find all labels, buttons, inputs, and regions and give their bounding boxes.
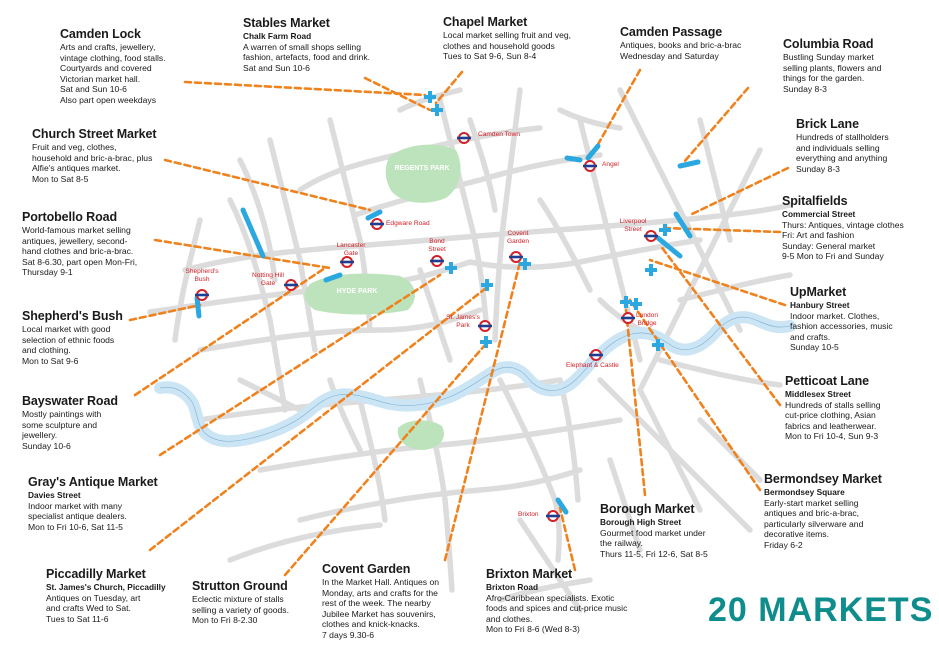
market-desc-line: selection of ethnic foods [22,334,115,345]
market-desc-line: Mon to Fri 8-6 (Wed 8-3) [486,624,580,635]
market-desc-line: and crafts. [790,331,831,342]
market-name: Portobello Road [22,210,118,224]
market-desc-line: particularly silverware and [764,518,864,529]
station-label: Brixton [518,511,539,518]
station-label: Lancaster Gate [336,242,366,257]
market-spitalfields [782,194,904,262]
market-desc-line: In the Market Hall. Antiques on [322,577,440,587]
market-name: Petticoat Lane [785,374,870,388]
market-desc-line: Monday, arts and crafts for the [322,587,438,598]
market-piccadilly [46,567,166,624]
market-desc-line: Mostly paintings with [22,409,102,419]
market-desc-line: Jubilee Market has souvenirs, [322,608,436,619]
market-street: Borough High Street [600,517,682,527]
market-desc-line: cut-price clothing, Asian [785,410,876,421]
market-desc-line: Sunday 10-6 [22,440,71,451]
station-label: London Bridge [635,312,658,327]
market-brick-lane [796,117,889,174]
market-desc-line: Mon to Fri 8-2.30 [192,615,258,626]
market-desc-line: selling a variety of goods. [192,604,289,615]
market-desc-line: Courtyards and covered [60,63,152,74]
market-desc-line: selling plants, flowers and [783,62,882,73]
market-area-marker [197,298,199,316]
market-camden-lock [60,27,166,106]
market-shepherds-bush [22,309,123,366]
market-street: Davies Street [28,490,81,500]
station-label: Liverpool Street [619,218,647,233]
market-desc-line: clothes and knick-knacks. [322,619,420,630]
market-street: Hanbury Street [790,300,850,310]
market-portobello [22,210,137,278]
market-name: Brixton Market [486,567,573,581]
market-desc-line: Fruit and veg, clothes, [32,142,117,152]
market-strutton-ground [192,579,289,626]
station-label: Notting Hill Gate [252,272,284,287]
station-label: Shepherd's Bush [185,268,219,283]
market-desc-line: Indoor market. Clothes, [790,310,880,321]
market-desc-line: Thurs: Antiques, vintage clothes [782,219,904,230]
market-desc-line: Sunday 8-3 [796,163,840,174]
market-petticoat-lane [785,374,881,442]
market-name: Columbia Road [783,37,874,51]
market-desc-line: foods and spices and cut-price music [486,603,628,614]
market-stables [243,16,370,73]
station-label: Edgware Road [386,220,430,227]
market-desc-line: Sat and Sun 10-6 [60,84,127,95]
market-name: Church Street Market [32,127,157,141]
market-desc-line: some sculpture and [22,419,97,430]
market-desc-line: Thurs 11-5, Fri 12-6, Sat 8-5 [600,548,708,559]
underground-roundel-icon [509,252,523,262]
market-name: Borough Market [600,502,695,516]
market-desc-line: hand clothes and bric-a-brac. [22,246,134,257]
market-columbia-road [783,37,881,94]
market-desc-line: Early-start market selling [764,497,859,508]
market-street: Commercial Street [782,209,856,219]
market-desc-line: the railway. [600,538,643,549]
market-name: Bayswater Road [22,394,118,408]
market-name: Spitalfields [782,194,848,208]
market-street: Bermondsey Square [764,487,845,497]
market-street: Brixton Road [486,582,539,592]
market-area-marker [680,162,698,166]
market-desc-line: and clothes. [486,613,533,624]
market-desc-line: Tues to Sat 11-6 [46,613,109,624]
market-name: Camden Lock [60,27,141,41]
market-church-street [32,127,156,184]
market-desc-line: Hundreds of stallholders [796,132,889,142]
market-desc-line: fashion, artefacts, food and drink. [243,52,371,63]
market-desc-line: Mon to Sat 9-6 [22,355,79,366]
underground-roundel-icon [370,219,384,229]
plus-marker-icon [480,336,492,348]
market-name: UpMarket [790,285,847,299]
market-desc-line: Wednesday and Saturday [620,50,719,61]
market-desc-line: Eclectic mixture of stalls [192,594,284,604]
park-label-regents: REGENTS PARK [394,165,450,172]
market-name: Piccadilly Market [46,567,146,581]
market-desc-line: Local market selling fruit and veg, [443,30,572,40]
market-bayswater [22,394,118,451]
market-desc-line: jewellery. [22,430,58,441]
market-name: Brick Lane [796,117,859,131]
leader-line [684,88,748,162]
regents-park [386,145,461,203]
station-label: Covent Garden [507,230,529,245]
market-desc-line: specialist antique dealers. [28,511,127,522]
market-covent-garden [322,562,439,641]
market-desc-line: Sunday 8-3 [783,83,827,94]
market-desc-line: Sunday: General market [782,240,876,251]
station-label: Bond Street [428,238,446,253]
leader-line [560,508,575,570]
market-desc-line: clothes and household goods [443,40,555,51]
market-desc-line: fashion accessories, music [790,321,893,332]
market-bermondsey [764,472,882,551]
market-desc-line: Also part open weekdays [60,94,157,105]
market-borough [600,502,708,559]
underground-roundel-icon [478,321,492,331]
market-brixton [486,567,627,635]
market-desc-line: vintage clothing, food stalls. [60,52,166,63]
battersea-park [398,420,444,450]
market-desc-line: Friday 6-2 [764,539,803,550]
market-desc-line: Tues to Sat 9-6, Sun 8-4 [443,51,537,62]
market-chapel [443,15,571,62]
market-desc-line: A warren of small shops selling [243,41,361,52]
market-desc-line: fabrics and leatherwear. [785,420,877,431]
leader-line [155,240,330,268]
market-desc-line: Afro-Caribbean specialists. Exotic [486,592,615,603]
market-street: Chalk Farm Road [243,31,312,41]
market-desc-line: Mon to Sat 8-5 [32,173,89,184]
market-desc-line: decorative items. [764,529,829,540]
market-desc-line: Fri: Art and fashion [782,230,855,241]
station-label: Elephant & Castle [566,362,619,369]
market-desc-line: and clothing. [22,345,71,356]
market-desc-line: 7 days 9.30-6 [322,629,375,640]
market-desc-line: Sunday 10-5 [790,342,839,353]
market-desc-line: Victorian market hall. [60,73,141,84]
market-desc-line: Alfie's antiques market. [32,163,121,174]
market-desc-line: household and bric-a-brac, plus [32,152,153,163]
market-desc-line: Mon to Fri 10-6, Sat 11-5 [28,521,123,532]
market-desc-line: Hundreds of stalls selling [785,399,881,410]
market-desc-line: rest of the week. The nearby [322,598,431,609]
plus-marker-icon [659,224,671,236]
market-desc-line: everything and anything [796,153,888,164]
station-label: Camden Town [478,131,521,138]
market-desc-line: Indoor market with many [28,500,123,511]
market-name: Gray's Antique Market [28,475,158,489]
market-name: Strutton Ground [192,579,288,593]
market-desc-line: 9-5 Mon to Fri and Sunday [782,251,884,262]
market-name: Bermondsey Market [764,472,882,486]
market-desc-line: Antiques, books and bric-a-brac [620,40,742,50]
market-grays-antique [28,475,158,532]
market-desc-line: things for the garden. [783,73,865,84]
station-label: Angel [602,161,619,168]
market-camden-passage [620,25,741,61]
market-street: St. James's Church, Piccadilly [46,582,166,592]
market-desc-line: World-famous market selling [22,225,131,235]
park-label-hyde: HYDE PARK [336,288,378,295]
underground-roundel-icon [430,256,444,266]
market-desc-line: Sat and Sun 10-6 [243,62,310,73]
market-desc-line: Local market with good [22,324,111,334]
market-desc-line: Sat 8-6.30, part open Mon-Fri, [22,256,138,267]
station-label: St. James's Park [446,314,480,329]
leader-line [436,72,462,103]
market-desc-line: Thursday 9-1 [22,267,73,278]
market-desc-line: Mon to Fri 10-4, Sun 9-3 [785,431,879,442]
market-name: Camden Passage [620,25,723,39]
river-thames [160,317,790,441]
market-name: Stables Market [243,16,330,30]
market-desc-line: antiques and bric-a-brac, [764,508,860,519]
market-name: Chapel Market [443,15,528,29]
market-desc-line: Bustling Sunday market [783,52,874,62]
market-area-marker [567,158,580,160]
market-name: Covent Garden [322,562,411,576]
market-desc-line: antiques, jewellery, second- [22,235,128,246]
market-street: Middlesex Street [785,389,851,399]
market-upmarket [790,285,893,353]
market-desc-line: Gourmet food market under [600,527,706,538]
infographic-title: 20 MARKETS [708,591,934,629]
market-desc-line: and individuals selling [796,142,880,153]
underground-roundel-icon [340,257,354,267]
plus-marker-icon [645,264,657,276]
market-desc-line: Antiques on Tuesday, art [46,592,141,603]
market-name: Shepherd's Bush [22,309,123,323]
market-desc-line: Arts and crafts, jewellery, [60,42,156,52]
market-desc-line: and crafts Wed to Sat. [46,603,131,614]
